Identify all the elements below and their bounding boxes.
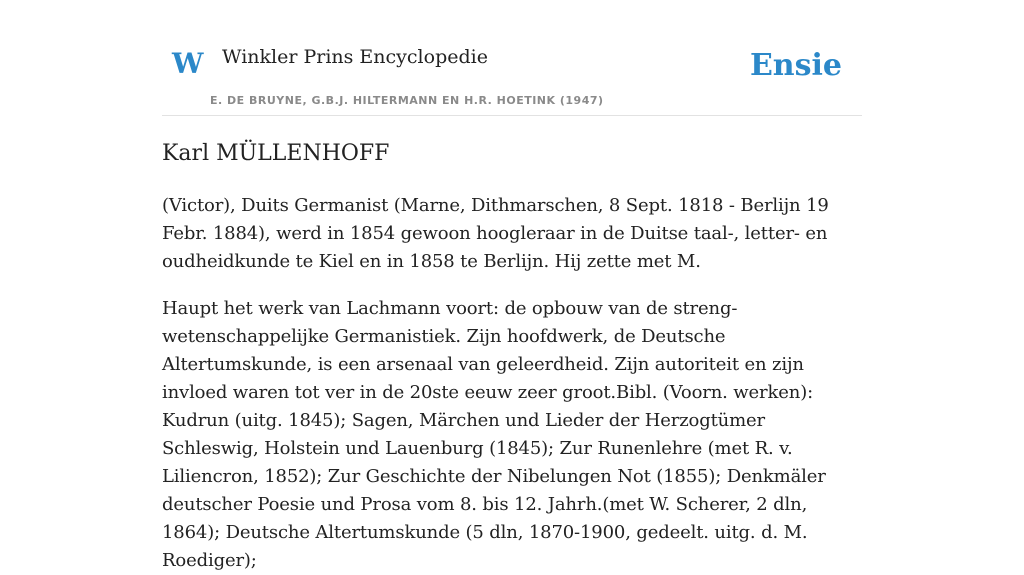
page-container [162, 0, 862, 571]
site-title[interactable]: Winkler Prins Encyclopedie [222, 46, 488, 68]
ensie-logo[interactable]: Ensie [749, 48, 842, 83]
w-logo-icon[interactable]: W [172, 47, 204, 80]
article-title: Karl MÜLLENHOFF [162, 141, 390, 166]
article-paragraph-1: (Victor), Duits Germanist (Marne, Dithmarschen, 8 Sept. 1818 - Berlijn 19 Febr. 1884), werd in 1854 gewoon hoogleraar in de Duitse taal-, letter- en oudheidkunde te Kiel en in 1858 te Berlijn. Hij zette met M. [162, 195, 829, 272]
site-header [162, 0, 862, 116]
article-paragraph-2: Haupt het werk van Lachmann voort: de opbouw van de streng-wetenschappelijke Germanistiek. Zijn hoofdwerk, de Deutsche Altertumskunde, is een arsenaal van geleerdheid. Zijn autoriteit en zijn invloed waren tot ver in de 20ste eeuw zeer groot.Bibl. (Voorn. werken): Kudrun (uitg. 1845); Sagen, Märchen und Lieder der Herzogtümer Schleswig, Holstein und Lauenburg (1845); Zur Runenlehre (met R. v. Liliencron, 1852); Zur Geschichte der Nibelungen Not (1855); Denkmäler deutscher Poesie und Prosa vom 8. bis 12. Jahrh.(met W. Scherer, 2 dln, 1864); Deutsche Altertumskunde (5 dln, 1870-1900, gedeelt. uitg. d. M. Roediger); [162, 298, 826, 571]
site-subtitle: E. DE BRUYNE, G.B.J. HILTERMANN EN H.R. HOETINK (1947) [210, 94, 604, 107]
